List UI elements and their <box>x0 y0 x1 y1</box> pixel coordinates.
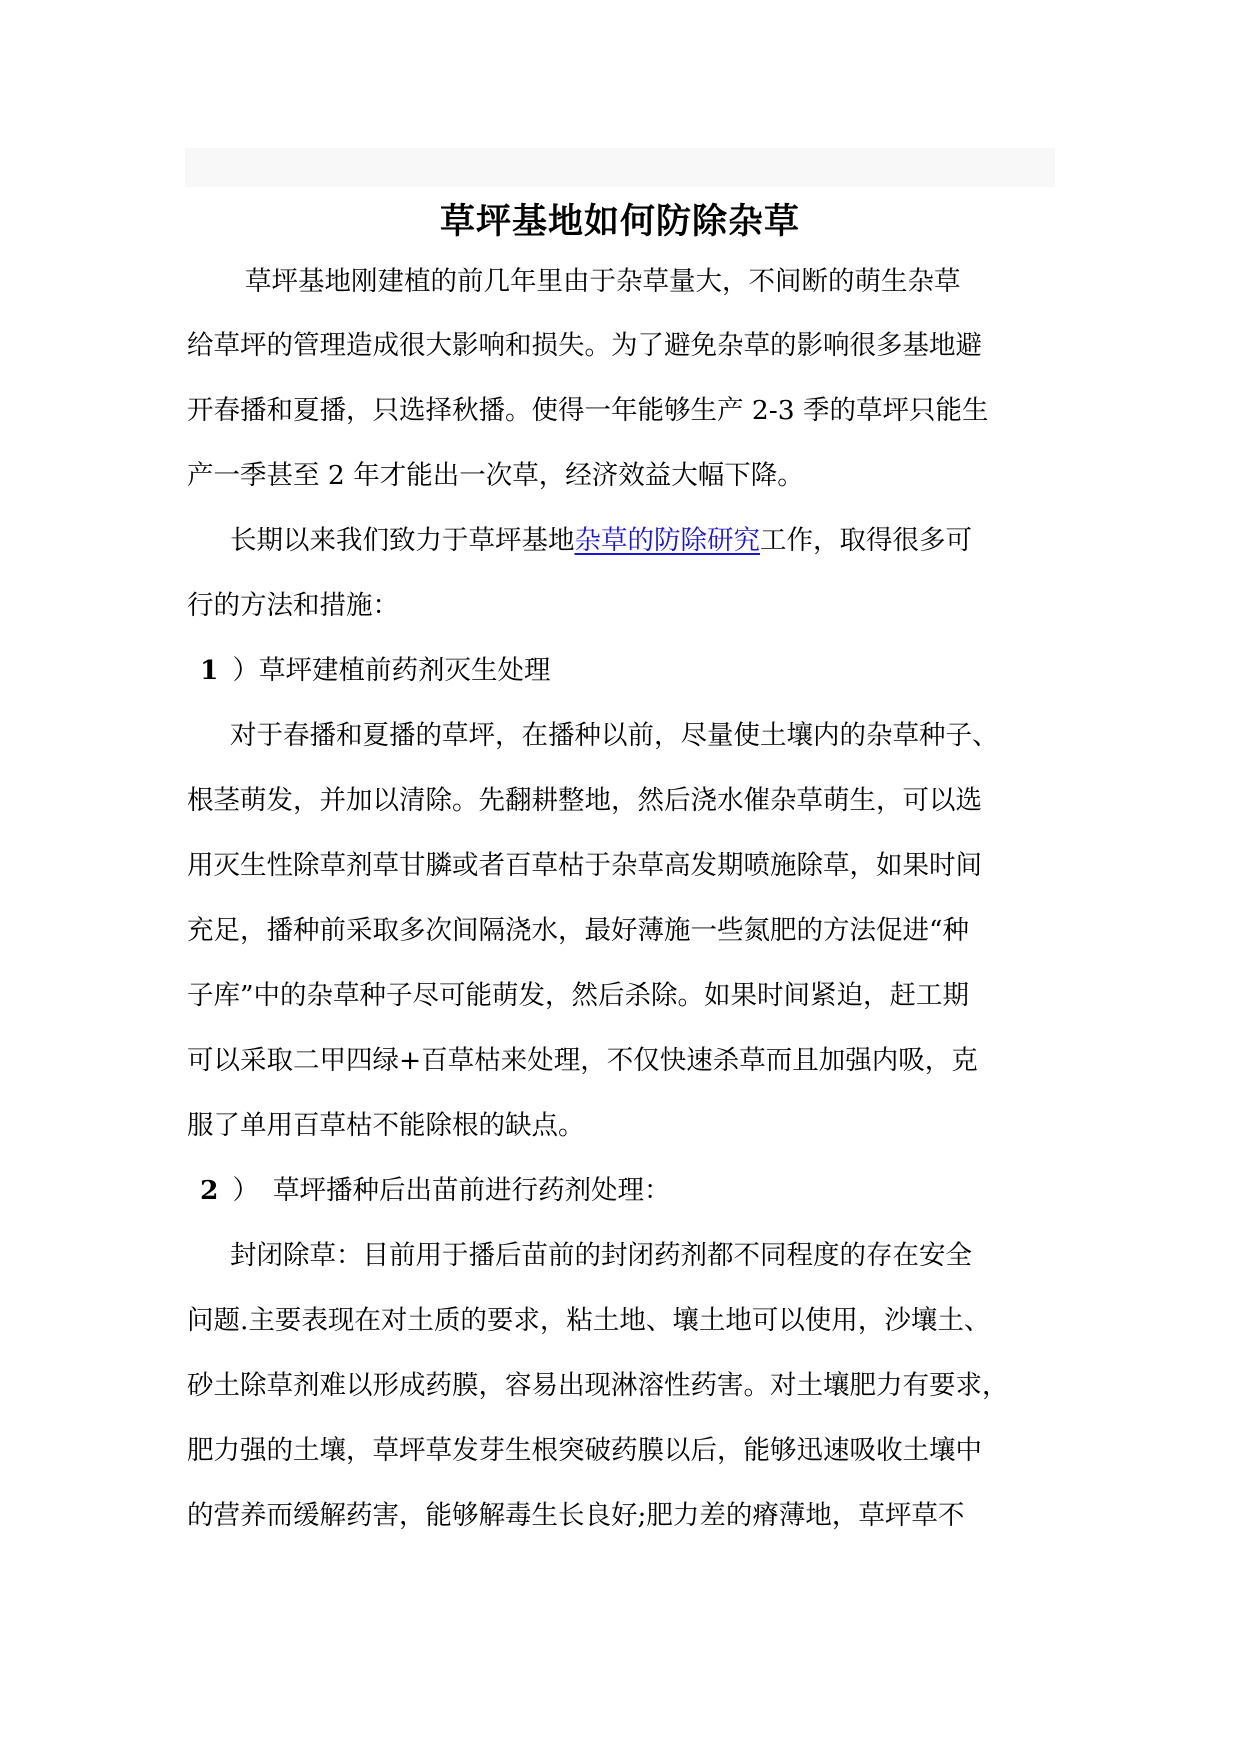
paragraph-4-line-4: 肥力强的土壤，草坪草发芽生根突破药膜以后，能够迅速吸收土壤中 <box>187 1435 982 1466</box>
paragraph-4-line-5: 的营养而缓解药害，能够解毒生长良好;肥力差的瘠薄地，草坪草不 <box>187 1500 965 1531</box>
paragraph-1-line-4: 产一季甚至 2 年才能出一次草，经济效益大幅下降。 <box>187 460 804 491</box>
research-link[interactable]: 杂草的防除研究 <box>574 525 760 556</box>
paragraph-4-line-2: 问题.主要表现在对土质的要求，粘土地、壤土地可以使用，沙壤土、 <box>187 1305 991 1336</box>
paragraph-4-line-3: 砂土除草剂难以形成药膜，容易出现淋溶性药害。对土壤肥力有要求， <box>187 1370 1009 1401</box>
paragraph-1-line-3: 开春播和夏播，只选择秋播。使得一年能够生产 2-3 季的草坪只能生 <box>187 395 989 426</box>
list-item-2-number: 2 <box>200 1175 219 1206</box>
paragraph-3-line-1: 对于春播和夏播的草坪，在播种以前，尽量使土壤内的杂草种子、 <box>230 720 999 751</box>
paragraph-3-line-6: 可以采取二甲四绿+百草枯来处理，不仅快速杀草而且加强内吸，克 <box>187 1045 978 1076</box>
paragraph-2-text-before: 长期以来我们致力于草坪基地 <box>230 525 575 556</box>
paragraph-2-line-2: 行的方法和措施： <box>187 590 399 621</box>
list-item-1-number: 1 <box>200 655 219 686</box>
paragraph-4-line-1: 封闭除草：目前用于播后苗前的封闭药剂都不同程度的存在安全 <box>230 1240 972 1271</box>
paragraph-3-line-4: 充足，播种前采取多次间隔浇水，最好薄施一些氮肥的方法促进“种 <box>187 915 970 946</box>
paragraph-3-line-3: 用灭生性除草剂草甘膦或者百草枯于杂草高发期喷施除草，如果时间 <box>187 850 982 881</box>
paragraph-3-line-5: 子库”中的杂草种子尽可能萌发，然后杀除。如果时间紧迫，赶工期 <box>187 980 970 1011</box>
list-item-2-bracket: ） <box>232 1175 259 1206</box>
list-item-1-heading <box>200 651 550 691</box>
list-item-1-bracket: ） <box>232 655 259 686</box>
paragraph-3-line-2: 根茎萌发，并加以清除。先翻耕整地，然后浇水催杂草萌生，可以选 <box>187 785 982 816</box>
paragraph-1-line-1: 草坪基地刚建植的前几年里由于杂草量大，不间断的萌生杂草 <box>245 266 961 297</box>
list-item-2-text: 草坪播种后出苗前进行药剂处理： <box>272 1175 671 1206</box>
document-title: 草坪基地如何防除杂草 <box>439 201 800 242</box>
header-band <box>185 148 1055 187</box>
paragraph-2-text-after: 工作，取得很多可 <box>760 525 972 556</box>
paragraph-1-line-2: 给草坪的管理造成很大影响和损失。为了避免杂草的影响很多基地避 <box>187 330 982 361</box>
paragraph-2-line-1 <box>230 521 972 561</box>
paragraph-3-line-7: 服了单用百草枯不能除根的缺点。 <box>187 1110 585 1141</box>
list-item-1-text: 草坪建植前药剂灭生处理 <box>258 655 551 686</box>
list-item-2-heading <box>200 1171 670 1211</box>
